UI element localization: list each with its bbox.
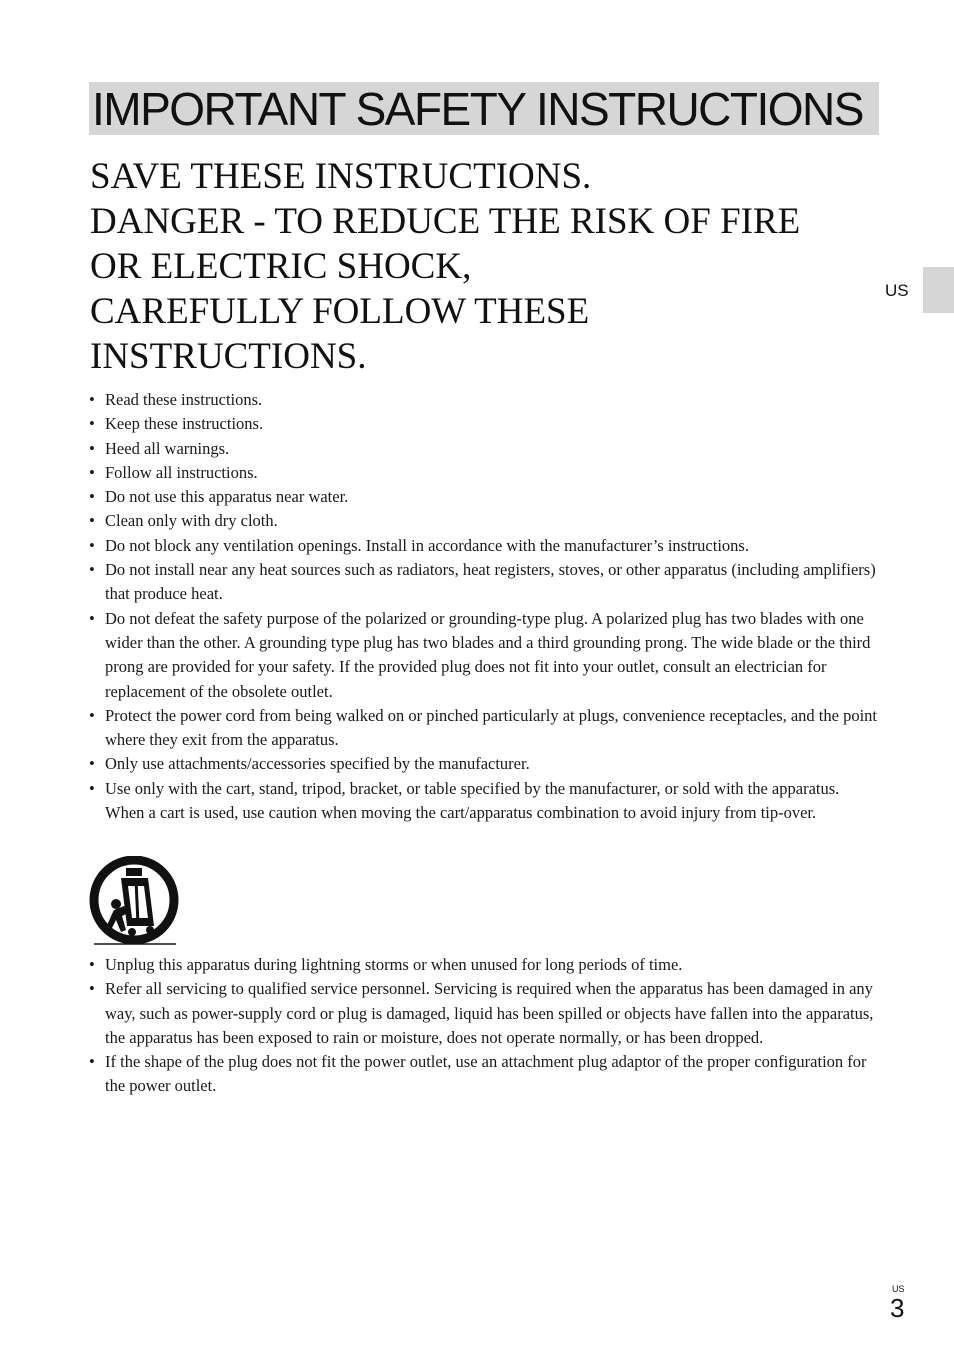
bullet-icon: • <box>89 511 95 531</box>
instruction-item <box>89 412 879 436</box>
instruction-item <box>89 509 879 533</box>
page-language-code: US <box>892 1284 905 1294</box>
instruction-item <box>89 752 879 776</box>
instruction-text: Heed all warnings. <box>105 438 230 458</box>
instruction-list-part1 <box>89 388 879 825</box>
bullet-icon: • <box>89 979 95 999</box>
subheading-line: OR ELECTRIC SHOCK, <box>90 246 472 287</box>
instruction-item <box>89 1050 879 1099</box>
instruction-item <box>89 558 879 607</box>
bullet-icon: • <box>89 608 95 628</box>
instruction-item <box>89 485 879 509</box>
instruction-item <box>89 953 879 977</box>
instruction-text: Use only with the cart, stand, tripod, bracket, or table specified by the manufacturer, or sold with the apparatus. When a cart is used, use caution when moving the cart/apparatus combination to avoid injury from tip-over. <box>105 778 840 823</box>
bullet-icon: • <box>89 1052 95 1072</box>
bullet-icon: • <box>89 535 95 555</box>
instruction-item <box>89 388 879 412</box>
instruction-text: If the shape of the plug does not fit the power outlet, use an attachment plug adaptor of the proper configuration for the power outlet. <box>105 1052 867 1096</box>
instruction-text: Follow all instructions. <box>105 462 258 482</box>
page-title: IMPORTANT SAFETY INSTRUCTIONS <box>92 83 863 135</box>
bullet-icon: • <box>89 414 95 434</box>
subheading-line: INSTRUCTIONS. <box>90 336 367 377</box>
language-side-tab <box>923 267 954 313</box>
instruction-item <box>89 777 879 826</box>
instruction-text: Do not use this apparatus near water. <box>105 487 349 507</box>
instruction-text: Protect the power cord from being walked on or pinched particularly at plugs, convenience receptacles, and the point where they exit from the apparatus. <box>105 705 878 750</box>
instruction-text: Do not defeat the safety purpose of the polarized or grounding-type plug. A polarized plug has two blades with one wider than the other. A grounding type plug has two blades and a third grounding prong. The wide blade or the third prong are provided for your safety. If the provided plug does not fit into your outlet, consult an electrician for replacement of the obsolete outlet. <box>105 608 871 701</box>
bullet-icon: • <box>89 438 95 458</box>
bullet-icon: • <box>89 487 95 507</box>
instruction-text: Keep these instructions. <box>105 414 264 434</box>
instruction-text: Clean only with dry cloth. <box>105 511 278 531</box>
safety-subheading <box>90 154 800 379</box>
page-number: 3 <box>890 1293 905 1323</box>
bullet-icon: • <box>89 705 95 725</box>
instruction-text: Do not block any ventilation openings. Install in accordance with the manufacturer’s instructions. <box>105 535 749 555</box>
instruction-text: Refer all servicing to qualified service personnel. Servicing is required when the apparatus has been damaged in any way, such as power-supply cord or plug is damaged, liquid has been spilled or objects have fallen into the apparatus, the apparatus has been exposed to rain or moisture, does not operate normally, or has been dropped. <box>105 979 874 1047</box>
instruction-text: Only use attachments/accessories specified by the manufacturer. <box>105 754 530 774</box>
bullet-icon: • <box>89 778 95 798</box>
instruction-list-part2 <box>89 953 879 1099</box>
bullet-icon: • <box>89 560 95 580</box>
instruction-text: Do not install near any heat sources such as radiators, heat registers, stoves, or other apparatus (including amplifiers) that produce heat. <box>105 560 876 604</box>
instruction-item <box>89 704 879 753</box>
instruction-item <box>89 437 879 461</box>
cart-tip-over-warning-icon <box>88 856 180 948</box>
subheading-line: DANGER - TO REDUCE THE RISK OF FIRE <box>90 201 801 242</box>
bullet-icon: • <box>89 390 95 409</box>
subheading-line: CAREFULLY FOLLOW THESE <box>90 291 590 332</box>
instruction-item <box>89 461 879 485</box>
instruction-text: Unplug this apparatus during lightning storms or when unused for long periods of time. <box>105 955 683 974</box>
bullet-icon: • <box>89 462 95 482</box>
subheading-line: SAVE THESE INSTRUCTIONS. <box>90 156 592 197</box>
bullet-icon: • <box>89 955 95 974</box>
instruction-item <box>89 534 879 558</box>
instruction-item <box>89 607 879 704</box>
language-label: US <box>885 281 909 300</box>
instruction-text: Read these instructions. <box>105 390 263 409</box>
instruction-item <box>89 977 879 1050</box>
bullet-icon: • <box>89 754 95 774</box>
